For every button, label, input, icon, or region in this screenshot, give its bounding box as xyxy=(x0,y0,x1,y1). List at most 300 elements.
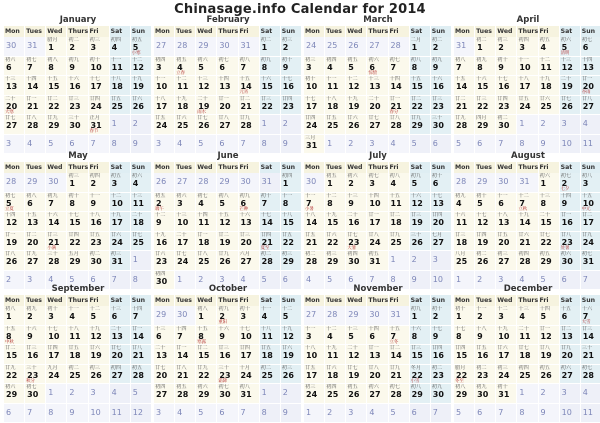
day-cell[interactable] xyxy=(196,232,217,252)
day-cell[interactable] xyxy=(304,96,325,116)
day-cell[interactable] xyxy=(110,193,131,213)
day-cell[interactable] xyxy=(496,96,517,116)
day-cell[interactable] xyxy=(239,96,260,116)
day-cell[interactable] xyxy=(217,306,238,326)
day-cell[interactable] xyxy=(89,212,110,232)
day-cell[interactable] xyxy=(196,345,217,365)
day-cell[interactable] xyxy=(475,326,496,346)
day-cell[interactable] xyxy=(475,115,496,135)
day-cell[interactable] xyxy=(154,57,175,77)
day-cell[interactable] xyxy=(496,306,517,326)
day-cell[interactable] xyxy=(281,76,302,96)
day-cell[interactable] xyxy=(260,76,281,96)
day-cell[interactable] xyxy=(239,57,260,77)
day-cell[interactable] xyxy=(4,326,25,346)
day-cell[interactable] xyxy=(560,76,581,96)
day-cell[interactable] xyxy=(196,306,217,326)
adjacent-month-day[interactable] xyxy=(496,173,517,193)
day-cell[interactable] xyxy=(389,57,410,77)
day-cell[interactable] xyxy=(110,37,131,57)
day-cell[interactable] xyxy=(539,232,560,252)
day-cell[interactable] xyxy=(410,115,431,135)
day-cell[interactable] xyxy=(131,96,152,116)
day-cell[interactable] xyxy=(560,326,581,346)
adjacent-month-day[interactable] xyxy=(560,384,581,404)
day-cell[interactable] xyxy=(67,76,88,96)
day-cell[interactable] xyxy=(89,57,110,77)
adjacent-month-day[interactable] xyxy=(389,37,410,57)
day-cell[interactable] xyxy=(346,326,367,346)
day-cell[interactable] xyxy=(25,193,46,213)
day-cell[interactable] xyxy=(560,37,581,57)
day-cell[interactable] xyxy=(89,76,110,96)
day-cell[interactable] xyxy=(196,115,217,135)
adjacent-month-day[interactable] xyxy=(560,115,581,135)
day-cell[interactable] xyxy=(454,115,475,135)
day-cell[interactable] xyxy=(475,193,496,213)
day-cell[interactable] xyxy=(46,306,67,326)
day-cell[interactable] xyxy=(304,193,325,213)
adjacent-month-day[interactable] xyxy=(4,173,25,193)
day-cell[interactable] xyxy=(131,212,152,232)
day-cell[interactable] xyxy=(260,232,281,252)
day-cell[interactable] xyxy=(25,365,46,385)
day-cell[interactable] xyxy=(154,193,175,213)
day-cell[interactable] xyxy=(454,365,475,385)
day-cell[interactable] xyxy=(131,232,152,252)
day-cell[interactable] xyxy=(431,306,452,326)
day-cell[interactable] xyxy=(581,365,600,385)
day-cell[interactable] xyxy=(25,326,46,346)
day-cell[interactable] xyxy=(239,115,260,135)
day-cell[interactable] xyxy=(131,173,152,193)
day-cell[interactable] xyxy=(325,384,346,404)
day-cell[interactable] xyxy=(67,173,88,193)
day-cell[interactable] xyxy=(367,115,388,135)
day-cell[interactable] xyxy=(454,193,475,213)
adjacent-month-day[interactable] xyxy=(4,37,25,57)
day-cell[interactable] xyxy=(539,37,560,57)
day-cell[interactable] xyxy=(89,37,110,57)
day-cell[interactable] xyxy=(46,37,67,57)
day-cell[interactable] xyxy=(4,306,25,326)
day-cell[interactable] xyxy=(454,232,475,252)
day-cell[interactable] xyxy=(539,326,560,346)
day-cell[interactable] xyxy=(46,115,67,135)
day-cell[interactable] xyxy=(431,365,452,385)
day-cell[interactable] xyxy=(560,212,581,232)
day-cell[interactable] xyxy=(517,365,538,385)
day-cell[interactable] xyxy=(581,232,600,252)
day-cell[interactable] xyxy=(110,365,131,385)
adjacent-month-day[interactable] xyxy=(175,404,196,423)
day-cell[interactable] xyxy=(110,306,131,326)
adjacent-month-day[interactable] xyxy=(581,404,600,423)
day-cell[interactable] xyxy=(410,96,431,116)
day-cell[interactable] xyxy=(217,251,238,271)
adjacent-month-day[interactable] xyxy=(281,404,302,423)
adjacent-month-day[interactable] xyxy=(410,251,431,271)
adjacent-month-day[interactable] xyxy=(346,404,367,423)
day-cell[interactable] xyxy=(239,306,260,326)
day-cell[interactable] xyxy=(217,212,238,232)
day-cell[interactable] xyxy=(281,37,302,57)
day-cell[interactable] xyxy=(131,193,152,213)
adjacent-month-day[interactable] xyxy=(89,384,110,404)
day-cell[interactable] xyxy=(410,193,431,213)
day-cell[interactable] xyxy=(410,326,431,346)
day-cell[interactable] xyxy=(539,306,560,326)
day-cell[interactable] xyxy=(454,57,475,77)
adjacent-month-day[interactable] xyxy=(4,404,25,423)
day-cell[interactable] xyxy=(367,384,388,404)
day-cell[interactable] xyxy=(454,76,475,96)
day-cell[interactable] xyxy=(454,345,475,365)
day-cell[interactable] xyxy=(25,212,46,232)
day-cell[interactable] xyxy=(281,173,302,193)
day-cell[interactable] xyxy=(325,115,346,135)
day-cell[interactable] xyxy=(4,212,25,232)
day-cell[interactable] xyxy=(281,365,302,385)
adjacent-month-day[interactable] xyxy=(325,404,346,423)
day-cell[interactable] xyxy=(154,251,175,271)
day-cell[interactable] xyxy=(581,193,600,213)
day-cell[interactable] xyxy=(239,326,260,346)
day-cell[interactable] xyxy=(239,232,260,252)
day-cell[interactable] xyxy=(304,232,325,252)
day-cell[interactable] xyxy=(89,251,110,271)
adjacent-month-day[interactable] xyxy=(175,306,196,326)
day-cell[interactable] xyxy=(196,251,217,271)
day-cell[interactable] xyxy=(89,193,110,213)
day-cell[interactable] xyxy=(154,212,175,232)
day-cell[interactable] xyxy=(304,115,325,135)
day-cell[interactable] xyxy=(367,365,388,385)
adjacent-month-day[interactable] xyxy=(325,37,346,57)
day-cell[interactable] xyxy=(581,345,600,365)
day-cell[interactable] xyxy=(475,384,496,404)
adjacent-month-day[interactable] xyxy=(281,115,302,135)
day-cell[interactable] xyxy=(367,232,388,252)
day-cell[interactable] xyxy=(496,115,517,135)
day-cell[interactable] xyxy=(281,306,302,326)
day-cell[interactable] xyxy=(260,37,281,57)
day-cell[interactable] xyxy=(25,96,46,116)
day-cell[interactable] xyxy=(25,232,46,252)
day-cell[interactable] xyxy=(217,365,238,385)
day-cell[interactable] xyxy=(46,232,67,252)
day-cell[interactable] xyxy=(260,365,281,385)
day-cell[interactable] xyxy=(217,76,238,96)
day-cell[interactable] xyxy=(196,326,217,346)
day-cell[interactable] xyxy=(131,37,152,57)
day-cell[interactable] xyxy=(67,193,88,213)
day-cell[interactable] xyxy=(281,326,302,346)
day-cell[interactable] xyxy=(496,251,517,271)
day-cell[interactable] xyxy=(110,96,131,116)
adjacent-month-day[interactable] xyxy=(454,173,475,193)
day-cell[interactable] xyxy=(25,251,46,271)
adjacent-month-day[interactable] xyxy=(367,404,388,423)
day-cell[interactable] xyxy=(581,37,600,57)
day-cell[interactable] xyxy=(4,345,25,365)
day-cell[interactable] xyxy=(517,232,538,252)
day-cell[interactable] xyxy=(475,365,496,385)
day-cell[interactable] xyxy=(454,96,475,116)
day-cell[interactable] xyxy=(46,96,67,116)
day-cell[interactable] xyxy=(389,326,410,346)
day-cell[interactable] xyxy=(196,384,217,404)
adjacent-month-day[interactable] xyxy=(539,384,560,404)
day-cell[interactable] xyxy=(4,232,25,252)
day-cell[interactable] xyxy=(110,251,131,271)
adjacent-month-day[interactable] xyxy=(196,37,217,57)
day-cell[interactable] xyxy=(475,306,496,326)
day-cell[interactable] xyxy=(454,212,475,232)
day-cell[interactable] xyxy=(454,306,475,326)
day-cell[interactable] xyxy=(304,76,325,96)
day-cell[interactable] xyxy=(367,57,388,77)
day-cell[interactable] xyxy=(46,193,67,213)
day-cell[interactable] xyxy=(304,365,325,385)
day-cell[interactable] xyxy=(154,326,175,346)
adjacent-month-day[interactable] xyxy=(110,384,131,404)
day-cell[interactable] xyxy=(389,384,410,404)
day-cell[interactable] xyxy=(154,76,175,96)
day-cell[interactable] xyxy=(89,326,110,346)
day-cell[interactable] xyxy=(517,76,538,96)
day-cell[interactable] xyxy=(89,365,110,385)
adjacent-month-day[interactable] xyxy=(46,384,67,404)
day-cell[interactable] xyxy=(304,345,325,365)
day-cell[interactable] xyxy=(325,173,346,193)
day-cell[interactable] xyxy=(281,96,302,116)
day-cell[interactable] xyxy=(367,326,388,346)
day-cell[interactable] xyxy=(217,193,238,213)
day-cell[interactable] xyxy=(304,57,325,77)
day-cell[interactable] xyxy=(239,76,260,96)
day-cell[interactable] xyxy=(175,326,196,346)
day-cell[interactable] xyxy=(217,326,238,346)
day-cell[interactable] xyxy=(389,76,410,96)
day-cell[interactable] xyxy=(4,251,25,271)
adjacent-month-day[interactable] xyxy=(131,251,152,271)
adjacent-month-day[interactable] xyxy=(475,173,496,193)
day-cell[interactable] xyxy=(346,173,367,193)
day-cell[interactable] xyxy=(560,306,581,326)
day-cell[interactable] xyxy=(496,384,517,404)
adjacent-month-day[interactable] xyxy=(281,384,302,404)
day-cell[interactable] xyxy=(410,212,431,232)
day-cell[interactable] xyxy=(581,212,600,232)
day-cell[interactable] xyxy=(46,76,67,96)
day-cell[interactable] xyxy=(175,57,196,77)
day-cell[interactable] xyxy=(4,384,25,404)
day-cell[interactable] xyxy=(496,326,517,346)
day-cell[interactable] xyxy=(196,57,217,77)
day-cell[interactable] xyxy=(410,384,431,404)
day-cell[interactable] xyxy=(260,57,281,77)
day-cell[interactable] xyxy=(560,193,581,213)
day-cell[interactable] xyxy=(431,384,452,404)
day-cell[interactable] xyxy=(539,345,560,365)
day-cell[interactable] xyxy=(154,345,175,365)
day-cell[interactable] xyxy=(431,326,452,346)
day-cell[interactable] xyxy=(175,232,196,252)
day-cell[interactable] xyxy=(239,212,260,232)
day-cell[interactable] xyxy=(410,345,431,365)
day-cell[interactable] xyxy=(346,251,367,271)
day-cell[interactable] xyxy=(431,193,452,213)
day-cell[interactable] xyxy=(304,326,325,346)
day-cell[interactable] xyxy=(431,96,452,116)
day-cell[interactable] xyxy=(560,57,581,77)
day-cell[interactable] xyxy=(367,173,388,193)
day-cell[interactable] xyxy=(281,345,302,365)
adjacent-month-day[interactable] xyxy=(175,173,196,193)
adjacent-month-day[interactable] xyxy=(154,306,175,326)
day-cell[interactable] xyxy=(475,96,496,116)
day-cell[interactable] xyxy=(67,306,88,326)
adjacent-month-day[interactable] xyxy=(217,173,238,193)
day-cell[interactable] xyxy=(4,76,25,96)
adjacent-month-day[interactable] xyxy=(217,404,238,423)
day-cell[interactable] xyxy=(325,345,346,365)
adjacent-month-day[interactable] xyxy=(260,384,281,404)
day-cell[interactable] xyxy=(154,96,175,116)
adjacent-month-day[interactable] xyxy=(196,404,217,423)
day-cell[interactable] xyxy=(517,326,538,346)
day-cell[interactable] xyxy=(131,365,152,385)
adjacent-month-day[interactable] xyxy=(346,37,367,57)
day-cell[interactable] xyxy=(325,365,346,385)
day-cell[interactable] xyxy=(581,306,600,326)
day-cell[interactable] xyxy=(389,193,410,213)
adjacent-month-day[interactable] xyxy=(67,404,88,423)
day-cell[interactable] xyxy=(367,212,388,232)
adjacent-month-day[interactable] xyxy=(239,173,260,193)
day-cell[interactable] xyxy=(346,193,367,213)
day-cell[interactable] xyxy=(131,345,152,365)
adjacent-month-day[interactable] xyxy=(496,404,517,423)
day-cell[interactable] xyxy=(346,365,367,385)
day-cell[interactable] xyxy=(346,76,367,96)
day-cell[interactable] xyxy=(517,37,538,57)
day-cell[interactable] xyxy=(4,57,25,77)
day-cell[interactable] xyxy=(260,306,281,326)
day-cell[interactable] xyxy=(517,251,538,271)
adjacent-month-day[interactable] xyxy=(196,173,217,193)
adjacent-month-day[interactable] xyxy=(154,404,175,423)
day-cell[interactable] xyxy=(46,212,67,232)
day-cell[interactable] xyxy=(89,115,110,135)
day-cell[interactable] xyxy=(539,173,560,193)
day-cell[interactable] xyxy=(410,76,431,96)
day-cell[interactable] xyxy=(304,212,325,232)
day-cell[interactable] xyxy=(281,57,302,77)
day-cell[interactable] xyxy=(517,96,538,116)
day-cell[interactable] xyxy=(367,193,388,213)
day-cell[interactable] xyxy=(304,251,325,271)
day-cell[interactable] xyxy=(539,212,560,232)
day-cell[interactable] xyxy=(110,212,131,232)
day-cell[interactable] xyxy=(325,76,346,96)
day-cell[interactable] xyxy=(89,232,110,252)
day-cell[interactable] xyxy=(25,76,46,96)
day-cell[interactable] xyxy=(46,345,67,365)
day-cell[interactable] xyxy=(89,173,110,193)
day-cell[interactable] xyxy=(410,173,431,193)
adjacent-month-day[interactable] xyxy=(454,404,475,423)
adjacent-month-day[interactable] xyxy=(304,306,325,326)
day-cell[interactable] xyxy=(367,96,388,116)
day-cell[interactable] xyxy=(281,232,302,252)
day-cell[interactable] xyxy=(475,57,496,77)
day-cell[interactable] xyxy=(454,384,475,404)
day-cell[interactable] xyxy=(131,306,152,326)
day-cell[interactable] xyxy=(346,345,367,365)
day-cell[interactable] xyxy=(410,306,431,326)
day-cell[interactable] xyxy=(346,115,367,135)
day-cell[interactable] xyxy=(496,365,517,385)
adjacent-month-day[interactable] xyxy=(410,404,431,423)
day-cell[interactable] xyxy=(410,57,431,77)
day-cell[interactable] xyxy=(389,365,410,385)
day-cell[interactable] xyxy=(539,193,560,213)
day-cell[interactable] xyxy=(46,326,67,346)
day-cell[interactable] xyxy=(175,115,196,135)
day-cell[interactable] xyxy=(67,115,88,135)
day-cell[interactable] xyxy=(175,76,196,96)
adjacent-month-day[interactable] xyxy=(217,37,238,57)
adjacent-month-day[interactable] xyxy=(367,37,388,57)
day-cell[interactable] xyxy=(175,345,196,365)
adjacent-month-day[interactable] xyxy=(389,251,410,271)
day-cell[interactable] xyxy=(154,232,175,252)
adjacent-month-day[interactable] xyxy=(539,115,560,135)
adjacent-month-day[interactable] xyxy=(581,384,600,404)
day-cell[interactable] xyxy=(560,345,581,365)
day-cell[interactable] xyxy=(539,76,560,96)
day-cell[interactable] xyxy=(346,212,367,232)
day-cell[interactable] xyxy=(239,193,260,213)
day-cell[interactable] xyxy=(260,345,281,365)
day-cell[interactable] xyxy=(517,306,538,326)
adjacent-month-day[interactable] xyxy=(25,404,46,423)
day-cell[interactable] xyxy=(581,96,600,116)
adjacent-month-day[interactable] xyxy=(539,404,560,423)
day-cell[interactable] xyxy=(325,96,346,116)
adjacent-month-day[interactable] xyxy=(175,37,196,57)
day-cell[interactable] xyxy=(131,326,152,346)
day-cell[interactable] xyxy=(67,326,88,346)
day-cell[interactable] xyxy=(475,212,496,232)
day-cell[interactable] xyxy=(389,345,410,365)
day-cell[interactable] xyxy=(431,37,452,57)
day-cell[interactable] xyxy=(496,57,517,77)
day-cell[interactable] xyxy=(175,365,196,385)
adjacent-month-day[interactable] xyxy=(260,404,281,423)
day-cell[interactable] xyxy=(475,232,496,252)
day-cell[interactable] xyxy=(389,115,410,135)
day-cell[interactable] xyxy=(325,212,346,232)
day-cell[interactable] xyxy=(46,365,67,385)
day-cell[interactable] xyxy=(67,212,88,232)
day-cell[interactable] xyxy=(67,251,88,271)
day-cell[interactable] xyxy=(560,96,581,116)
day-cell[interactable] xyxy=(410,365,431,385)
day-cell[interactable] xyxy=(539,57,560,77)
